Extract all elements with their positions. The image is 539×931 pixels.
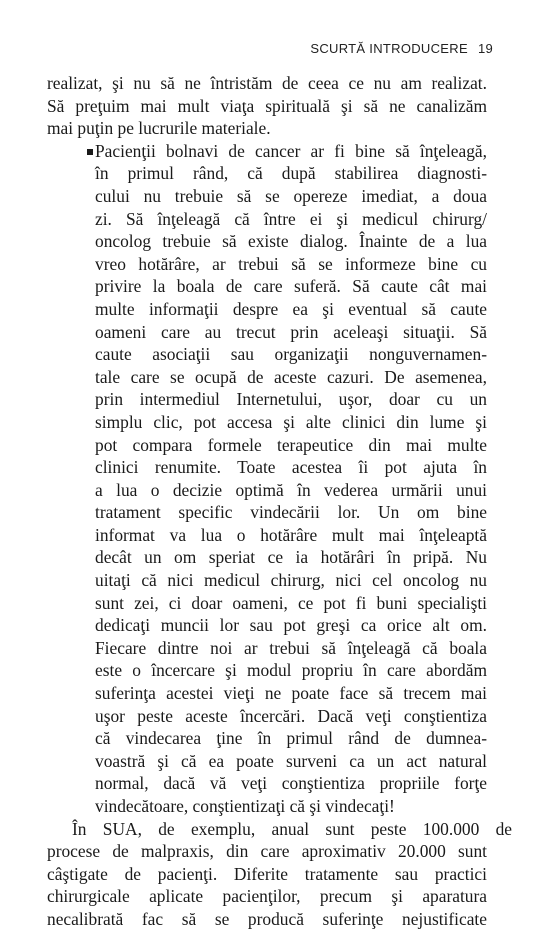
bullet-text — [95, 140, 487, 818]
text-line: că vindecarea ţine în primul rând de dumnea- — [95, 728, 487, 749]
text-line: oncolog trebuie să existe dialog. Înainte de a lua — [95, 231, 487, 252]
text-line: clinici renumite. Toate acestea îi pot ajuta în — [95, 457, 487, 478]
text-line: Pacienţii bolnavi de cancer ar fi bine să înţeleagă, — [95, 140, 487, 161]
text-line: necalibrată fac să se producă suferinţe nejustificate — [47, 908, 487, 929]
text-line: chirurgicale aplicate pacienţilor, precum şi aparatura — [47, 886, 487, 907]
text-line: suferinţa acestei vieţi ne poate face să trecem mai — [95, 683, 487, 704]
text-line: vreo hotărâre, ar trebui să se informeze bine cu — [95, 253, 487, 274]
text-line: uitaţi că nici medicul chirurg, nici cel oncolog nu — [95, 570, 487, 591]
text-line: Fiecare dintre noi ar trebui să înţeleagă că boala — [95, 637, 487, 658]
text-line: procese de malpraxis, din care aproximativ 20.000 sunt — [47, 841, 487, 862]
text-line: privire la boala de care suferă. Să caute cât mai — [95, 276, 487, 297]
text-line: mai puţin pe lucrurile materiale. — [47, 118, 271, 139]
final-paragraph — [47, 818, 512, 931]
text-line: zi. Să înţeleagă că între ei şi medicul chirurg/ — [95, 208, 487, 229]
text-line: a lua o decizie optimă în vederea urmării unui — [95, 479, 487, 500]
text-line: câştigate de pacienţi. Diferite tratamente sau practici — [47, 863, 487, 884]
text-line: tratament specific vindecării lor. Un om bine — [95, 502, 487, 523]
text-line: oameni care au trecut prin aceleaşi situaţii. Să — [95, 321, 487, 342]
text-line: caute asociaţii sau organizaţii nonguvernamen- — [95, 344, 487, 365]
text-line: este o încercare şi modul propriu în care abordăm — [95, 660, 487, 681]
text-line: În SUA, de exemplu, anual sunt peste 100.000 de — [72, 818, 512, 839]
text-line: pot compara formele terapeutice din mai multe — [95, 434, 487, 455]
bullet-square-icon — [87, 149, 93, 155]
page-number: 19 — [477, 41, 493, 56]
intro-paragraph — [47, 72, 487, 140]
text-line: în primul rând, că după stabilirea diagnosti- — [95, 163, 487, 184]
text-line: dedicaţi muncii lor sau pot greşi ca orice alt om. — [95, 615, 487, 636]
text-line: realizat, şi nu să ne întristăm de ceea ce nu am realizat. — [47, 73, 487, 93]
text-line: sunt zei, ci doar oameni, ce pot fi buni specialişti — [95, 592, 487, 613]
text-line: voastră şi că ea poate surveni ca un act natural — [95, 750, 487, 771]
running-header — [310, 41, 493, 56]
text-line: Să preţuim mai mult viaţa spirituală şi să ne canalizăm — [47, 95, 487, 116]
text-line: informat va lua o hotărâre mult mai înţeleaptă — [95, 524, 487, 545]
text-line: prin intermediul Internetului, uşor, doar cu un — [95, 389, 487, 410]
text-line: multe informaţii despre ea şi eventual să caute — [95, 298, 487, 319]
text-line: tale care se ocupă de aceste cazuri. De asemenea, — [95, 366, 487, 387]
text-line: cului nu trebuie să se opereze imediat, a doua — [95, 185, 487, 206]
text-line: simplu clic, pot accesa şi alte clinici din lume şi — [95, 411, 487, 432]
text-line: uşor peste aceste încercări. Dacă veţi conştientiza — [95, 705, 487, 726]
text-line: vindecătoare, conştientizaţi că şi vindecaţi! — [95, 796, 395, 816]
text-line: decât un om speriat ce ia hotărâri în pripă. Nu — [95, 547, 487, 568]
chapter-title: SCURTĂ INTRODUCERE — [310, 41, 468, 56]
body-text — [47, 72, 512, 931]
text-line: normal, dacă vă veţi conştientiza propriile forţe — [95, 773, 487, 794]
bullet-item — [47, 140, 487, 818]
